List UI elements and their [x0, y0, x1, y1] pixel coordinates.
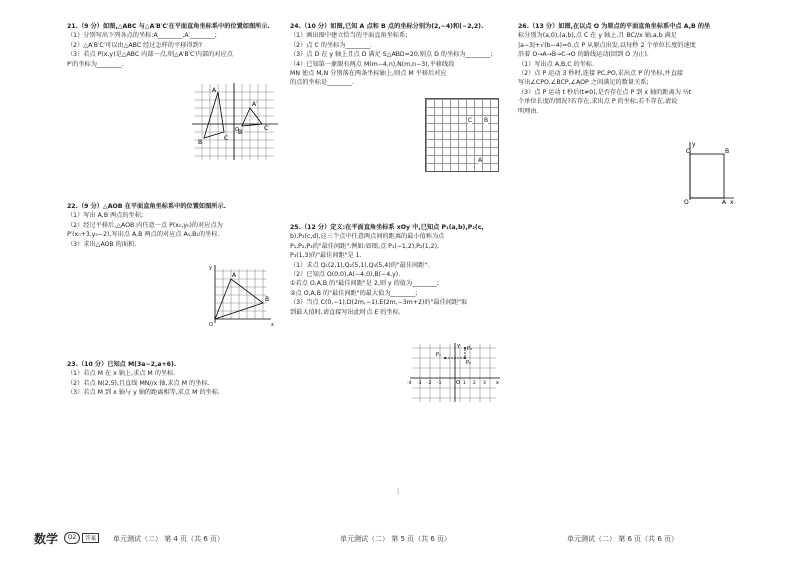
- question-25-title: 25.（12 分）定义:在平面直角坐标系 xOy 中,已知点 P₁(a,b),P₂(c,: [290, 224, 484, 231]
- question-21-line: P′的坐标为________.: [67, 60, 124, 68]
- fig24-label: A: [478, 157, 483, 164]
- question-26-line: （1）写出点 A,B,C 的坐标.: [518, 60, 595, 68]
- question-24-line: （3）点 D 在 y 轴上且点 D 满足 S△ABD=20,则点 D 的坐标为________;: [290, 51, 493, 59]
- page-footer-6: 单元测试（二） 第 6 页（共 6 页）: [567, 535, 679, 543]
- question-21-line: （2）△A′B′C′可以由△ABC 经过怎样的平移得到?: [67, 41, 203, 49]
- figure-25-grid: [406, 342, 502, 404]
- question-21-line: （3）若点 P(x,y)是△ABC 内部一点,则△A′B′C′内部的对应点: [67, 51, 233, 59]
- question-22: [67, 202, 277, 249]
- question-23: [67, 360, 277, 398]
- question-24-line: （1）画出图中建立恰当的平面直角坐标系;: [290, 32, 408, 40]
- question-25-line: （1）求点 Q₁(2,1),Q₂(5,1),Q₃(5,4)的"最佳间距".: [290, 261, 430, 269]
- question-25-line: ②点 O,A,B 的"最佳间距"的最大值为________;: [290, 289, 418, 297]
- question-26-line: 个单位长度的情况?若存在,求出点 P 的坐标;若不存在,请说: [518, 98, 678, 106]
- question-25-line: （2）已知点 O(0,0),A(−4,0),B(−4,y).: [290, 271, 401, 279]
- fig26-label: y: [692, 141, 696, 148]
- question-26-line: （2）点 P 运动 3 秒时,连接 PC,PO,求出点 P 的坐标,并直接: [518, 70, 683, 78]
- answer-badge: 答案: [82, 533, 99, 543]
- question-25-line: （3）当点 C(0,−1),D(2m,−1),E(2m,−3m+2)的"最佳间距"取: [290, 299, 468, 307]
- question-25-line: 到最大值时,请直接写出此时点 E 的坐标.: [290, 308, 401, 316]
- question-25: [290, 223, 515, 317]
- question-24-line: 的点的坐标是________.: [290, 79, 354, 87]
- question-22-line: P′(x₀+3,y₀−2),写出点 A,B 两点的对应点 A₁,B₁的坐标.: [67, 231, 220, 239]
- fig25-label: P₁: [436, 352, 442, 358]
- question-21-title: 21.（9 分）如图,△ABC 与△A′B′C′在平面直角坐标系中的位置如图所示.: [67, 23, 270, 30]
- figure-21-grid: [190, 82, 282, 162]
- figure-26-rect: [678, 140, 738, 206]
- fig26-label: A: [722, 199, 727, 206]
- fig21-label: C′: [264, 125, 270, 132]
- fig21-label: O: [235, 127, 239, 133]
- fig25-tick: 2: [473, 381, 476, 386]
- fig25-label: P₂: [466, 360, 472, 366]
- question-24-line: （4）已知第一象限有两点 M(m−4,n),N(m,n−3),平移线段: [290, 60, 455, 68]
- question-26-title: 26.（13 分）如图,在以点 O 为原点的平面直角坐标系中点 A,B 的坐: [518, 23, 711, 30]
- question-24-title: 24.（10 分）如图,已知 A 点和 B 点的坐标分别为(2,−4)和(−2,2).: [290, 23, 484, 30]
- page-footer-5: 单元测试（二） 第 5 页（共 6 页）: [340, 535, 452, 543]
- page-footer-4: 单元测试（二） 第 4 页（共 6 页）: [113, 535, 225, 543]
- figure-24-grid: [425, 98, 499, 172]
- fig22-label: x: [271, 322, 274, 328]
- question-26: [518, 22, 758, 116]
- page-mark: |: [397, 488, 400, 495]
- subject-title: 数学: [34, 532, 59, 546]
- question-22-line: （1）写出 A,B 两点的坐标;: [67, 212, 144, 220]
- question-22-line: （3）求出△AOB 的面积.: [67, 240, 137, 248]
- question-26-line: 标分别为(a,0),(a,b),点 C 在 y 轴上,且 BC//x 轴,a,b 满足: [518, 32, 677, 40]
- question-21: [67, 22, 277, 69]
- question-24: [290, 22, 510, 88]
- question-24-line: MN 使点 M,N 分别落在两条坐标轴上,则点 M 平移后对应: [290, 70, 447, 78]
- fig25-tick: -3: [417, 381, 422, 386]
- fig26-label: C: [686, 148, 691, 155]
- column-middle: [290, 22, 510, 94]
- question-26-line: 明理由.: [518, 107, 539, 115]
- question-25-line: P₁,P₂,P₃的"最佳间距".例如:如图,点 P₁(−1,2),P₂(1,2),: [290, 242, 439, 250]
- question-25-line: P₃(1,3)的"最佳间距"是 1.: [290, 252, 362, 260]
- fig26-label: x: [730, 199, 734, 206]
- edition-badge: O2: [64, 532, 80, 544]
- fig25-tick: -2: [427, 381, 432, 386]
- fig25-tick: 1: [463, 381, 466, 386]
- column-right: [518, 22, 758, 122]
- column-left-q23: [67, 360, 277, 404]
- fig22-label: O: [209, 322, 213, 328]
- column-middle-q25: [290, 223, 515, 323]
- question-26-line: 写出∠CPO,∠BCP,∠AOP 之间满足的数量关系;: [518, 79, 649, 87]
- fig21-label: A′: [252, 101, 258, 108]
- question-22-line: （2）经过平移后,△AOB 内任意一点 P(x₀,y₀)的对应点为: [67, 221, 223, 229]
- fig22-label: B: [265, 296, 270, 303]
- figure-22-grid: [207, 263, 277, 329]
- fig25-tick: 3: [483, 381, 486, 386]
- question-23-title: 23.（10 分）已知点 M(3a−2,a+6).: [67, 361, 177, 368]
- fig21-label: B: [198, 139, 203, 146]
- column-left-q22: [67, 202, 277, 255]
- fig25-label: x: [496, 380, 499, 386]
- question-21-line: （1）分别写出下列各点的坐标:A________,A′________;: [67, 32, 217, 40]
- question-24-line: （2）点 C 的坐标为________.: [290, 41, 373, 49]
- question-25-line: ①若点 O,A,B 的"最佳间距"是 2,则 y 的值为________;: [290, 280, 440, 288]
- question-23-line: （1）若点 M 在 x 轴上,求点 M 的坐标.: [67, 370, 176, 378]
- fig25-label: P₃: [467, 346, 473, 352]
- question-26-line: |a−3|+√(b−4)=0.点 P 从原点出发,以每秒 2 个单位长度的速度: [518, 41, 696, 49]
- fig21-label: A: [212, 87, 217, 94]
- fig25-label: O: [456, 380, 460, 386]
- fig22-label: y: [209, 265, 212, 271]
- fig22-label: A: [232, 272, 237, 279]
- question-26-line: （3）点 P 运动 t 秒后(t≠0),是否存在点 P 到 x 轴的距离为 ½t: [518, 88, 692, 96]
- question-26-line: 沿着 O→A→B→C→O 的路线运动(回到 O 为止).: [518, 51, 649, 59]
- question-23-line: （3）若点 M 到 x 轴与 y 轴的距离相等,求点 M 的坐标.: [67, 389, 220, 397]
- question-22-title: 22.（9 分）△AOB 在平面直角坐标系中的位置如图所示.: [67, 203, 227, 210]
- fig21-label: B′: [238, 129, 244, 136]
- fig25-label: y: [457, 343, 460, 349]
- fig25-tick: -1: [437, 381, 442, 386]
- fig26-label: O: [684, 199, 689, 206]
- question-23-line: （2）若点 N(2,5),且直线 MN//x 轴,求点 M 的坐标.: [67, 379, 210, 387]
- column-left: [67, 22, 277, 75]
- question-25-line: b),P₃(c,d),这三个点中任意两点间的距离的最小值称为点: [290, 233, 445, 241]
- fig24-label: C: [468, 117, 473, 124]
- fig25-tick: -4: [407, 381, 412, 386]
- fig26-label: B: [725, 148, 730, 155]
- fig24-label: B: [484, 117, 489, 124]
- fig21-label: C: [224, 135, 229, 142]
